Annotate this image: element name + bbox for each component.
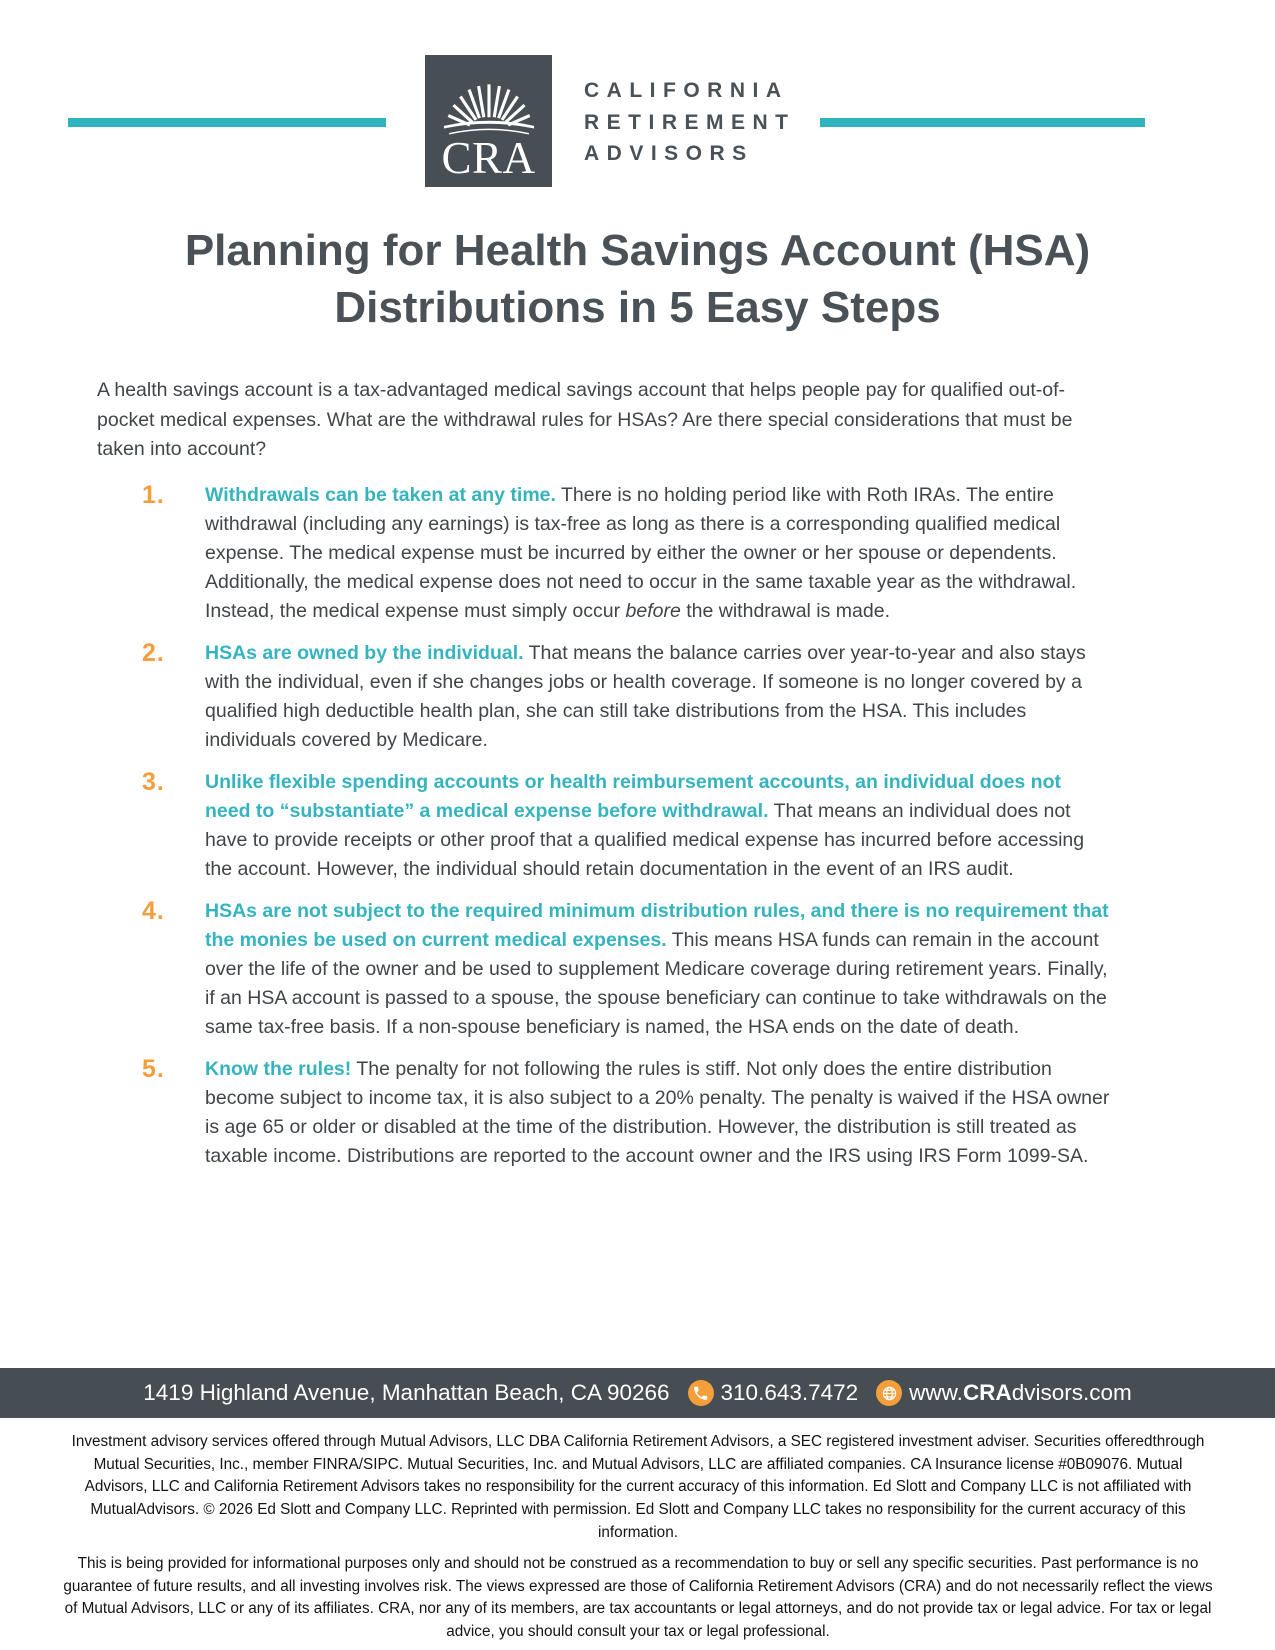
teal-divider-left xyxy=(68,118,386,127)
step-lead: Withdrawals can be taken at any time. xyxy=(205,484,556,506)
step-body-italic: before xyxy=(625,600,681,622)
cra-logo xyxy=(425,55,552,187)
step-item-5 xyxy=(142,1055,1117,1171)
step-body: That means an individual does not have to provide receipts or other proof that a qualified medical expense has incurred before accessing the account. However, the individual should retain documentation in the event of an IRS audit. xyxy=(205,800,1085,880)
step-text xyxy=(205,768,1110,884)
step-body-tail: the withdrawal is made. xyxy=(680,600,891,622)
step-number: 1. xyxy=(142,481,165,509)
footer-phone-number: 310.643.7472 xyxy=(720,1380,859,1405)
step-lead: HSAs are owned by the individual. xyxy=(205,642,524,664)
step-item-2 xyxy=(142,639,1117,755)
disclaimer-paragraph-1: Investment advisory services offered through Mutual Advisors, LLC DBA California Retirement Advisors, a SEC registered investment adviser. Securities offeredthrough Mutual Securities, Inc., member FINRA/SIPC. Mutual Securities, Inc. and Mutual Advisors, LLC are affiliated companies. CA Insurance license #0B09076. Mutual Advisors, LLC and California Retirement Advisors takes no responsibility for the current accuracy of this information. Ed Slott and Company LLC is not affiliated with MutualAdvisors. © 2026 Ed Slott and Company LLC. Reprinted with permission. Ed Slott and Company LLC takes no responsibility for the current accuracy of this information. xyxy=(71,1433,1205,1541)
footer-contact-bar xyxy=(0,1368,1275,1418)
phone-icon xyxy=(688,1380,714,1406)
step-number: 2. xyxy=(142,639,165,667)
footer-website-group xyxy=(876,1380,1132,1406)
step-text xyxy=(205,481,1110,626)
footer-address: 1419 Highland Avenue, Manhattan Beach, CA 90266 xyxy=(143,1380,670,1405)
sunburst-icon xyxy=(437,77,541,135)
step-body: The penalty for not following the rules is stiff. Not only does the entire distribution become subject to income tax, it is also subject to a 20% penalty. The penalty is waived if the HSA owner is age 65 or older or disabled at the time of the distribution. However, the distribution is still treated as taxable income. Distributions are reported to the account owner and the IRS using IRS Form 1099-SA. xyxy=(205,1058,1110,1167)
step-item-3 xyxy=(142,768,1117,884)
step-number: 4. xyxy=(142,897,165,925)
disclaimer-paragraph-2: This is being provided for informational purposes only and should not be construed as a recommendation to buy or sell any specific securities. Past performance is no guarantee of future results, and all investing involves risk. The views expressed are those of California Retirement Advisors (CRA) and do not necessarily reflect the views of Mutual Advisors, LLC or any of its affiliates. CRA, nor any of its members, are tax accountants or legal attorneys, and do not provide tax or legal advice. For tax or legal advice, you should consult your tax or legal professional. xyxy=(63,1555,1213,1641)
step-lead: Know the rules! xyxy=(205,1058,352,1080)
brand-line-2: RETIREMENT xyxy=(584,110,796,134)
step-text xyxy=(205,639,1110,755)
step-text xyxy=(205,897,1110,1042)
step-item-4 xyxy=(142,897,1117,1042)
steps-list xyxy=(142,481,1117,1184)
step-text xyxy=(205,1055,1110,1171)
step-lead: Unlike flexible spending accounts or health reimbursement accounts, an individual does not need to “substantiate” a medical expense before withdrawal. xyxy=(205,771,1062,822)
page-title xyxy=(0,222,1275,336)
step-number: 5. xyxy=(142,1055,165,1083)
page-title-line-1: Planning for Health Savings Account (HSA) xyxy=(184,226,1091,275)
logo-acronym: CRA xyxy=(441,133,536,183)
step-item-1 xyxy=(142,481,1117,626)
globe-icon xyxy=(876,1380,902,1406)
step-lead: HSAs are not subject to the required minimum distribution rules, and there is no requirement that the monies be used on current medical expenses. xyxy=(205,900,1109,951)
step-body: There is no holding period like with Roth IRAs. The entire withdrawal (including any earnings) is tax-free as long as there is a corresponding qualified medical expense. The medical expense must be incurred by either the owner or her spouse or dependents. Additionally, the medical expense does not need to occur in the same taxable year as the withdrawal. Instead, the medical expense must simply occur xyxy=(205,484,1077,622)
step-number: 3. xyxy=(142,768,165,796)
teal-divider-right xyxy=(820,118,1145,127)
footer-phone-group xyxy=(688,1380,859,1406)
brand-line-3: ADVISORS xyxy=(584,142,754,165)
brand-name xyxy=(584,75,796,170)
page-title-line-2: Distributions in 5 Easy Steps xyxy=(334,283,941,332)
brand-line-1: CALIFORNIA xyxy=(584,79,789,102)
footer-website-acronym: CRA xyxy=(962,1380,1012,1405)
step-body: This means HSA funds can remain in the account over the life of the owner and be used to supplement Medicare coverage during retirement years. Finally, if an HSA account is passed to a spouse, the spouse beneficiary can continue to take withdrawals on the same tax-free basis. If a non-spouse beneficiary is named, the HSA ends on the date of death. xyxy=(205,929,1108,1038)
footer-website-prefix: www. xyxy=(909,1380,963,1405)
footer-website-suffix: dvisors.com xyxy=(1011,1380,1132,1405)
step-body: That means the balance carries over year-to-year and also stays with the individual, even if she changes jobs or health coverage. If someone is no longer covered by a qualified high deductible health plan, she can still take distributions from the HSA. This includes individuals covered by Medicare. xyxy=(205,642,1086,751)
intro-paragraph: A health savings account is a tax-advantaged medical savings account that helps people pay for qualified out-of-pocket medical expenses. What are the withdrawal rules for HSAs? Are there special considerations that must be taken into account? xyxy=(97,379,1073,460)
